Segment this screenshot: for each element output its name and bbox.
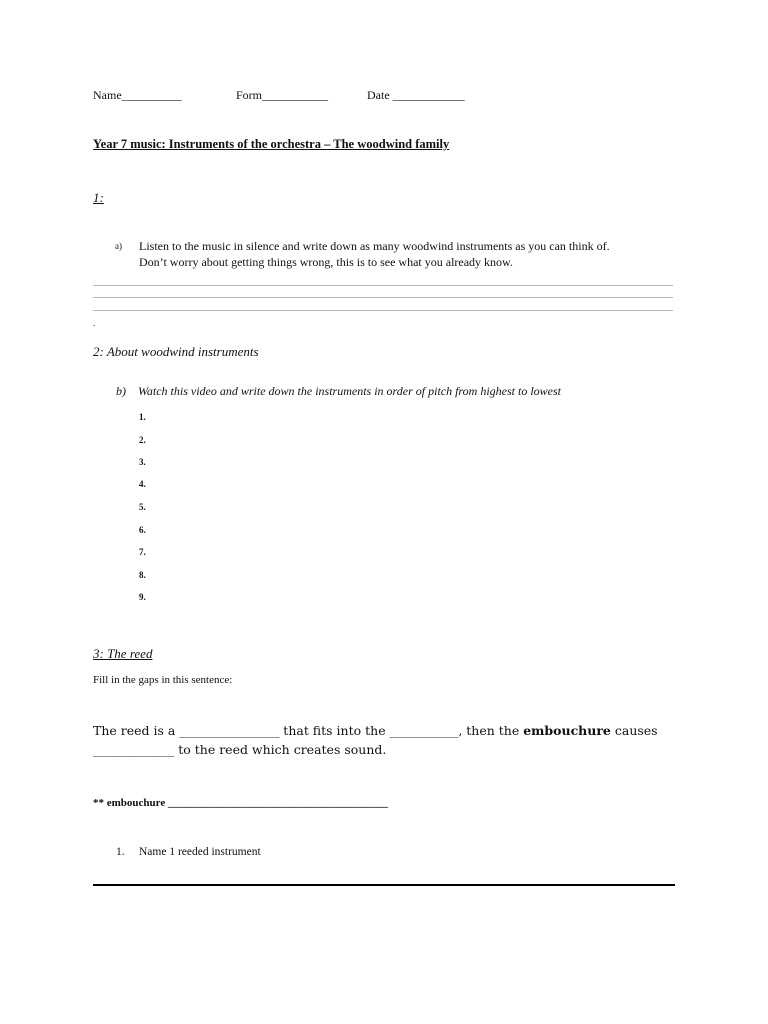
pitch-list-number: 6. (139, 525, 146, 535)
pitch-list-number: 7. (139, 547, 146, 557)
item-a-text (139, 238, 679, 270)
name-field-label: Name__________ (93, 88, 182, 102)
answer-line-2 (93, 297, 673, 298)
section-2-heading: 2: About woodwind instruments (93, 344, 259, 359)
sentence-part-1: The reed is a ________________ that fits into the ___________, then the (93, 723, 524, 738)
pitch-list-number: 5. (139, 502, 146, 512)
pitch-list-number: 2. (139, 435, 146, 445)
date-field-label: Date ____________ (367, 88, 465, 102)
item-a-text-line-1: Listen to the music in silence and write down as many woodwind instruments as you can think of. (139, 239, 610, 253)
fill-gaps-sentence (93, 721, 683, 759)
question-1-text: Name 1 reeded instrument (139, 846, 261, 858)
question-1 (116, 846, 261, 858)
section-3-heading: 3: The reed (93, 646, 153, 661)
pitch-list-number: 4. (139, 479, 146, 489)
question-1-marker: 1. (116, 846, 125, 858)
section-1-heading: 1: (93, 190, 104, 205)
worksheet-title: Year 7 music: Instruments of the orchestra – The woodwind family (93, 137, 450, 151)
pitch-list-number: 3. (139, 457, 146, 467)
fill-gaps-instruction: Fill in the gaps in this sentence: (93, 674, 233, 686)
answer-line-bottom (93, 884, 675, 886)
form-field-label: Form___________ (236, 88, 329, 102)
pitch-list-number: 9. (139, 592, 146, 602)
item-a-text-line-2: Don’t worry about getting things wrong, this is to see what you already know. (139, 255, 513, 269)
pitch-list-number: 8. (139, 570, 146, 580)
pitch-list-number: 1. (139, 412, 146, 422)
embouchure-definition-line: ** embouchure ________________________________________ (93, 797, 388, 809)
sentence-part-2: causes _____________ to the reed which creates sound. (93, 723, 658, 757)
answer-line-3 (93, 310, 673, 311)
answer-line-1 (93, 285, 673, 286)
item-a-marker: a) (115, 241, 122, 251)
item-b-text: Watch this video and write down the instruments in order of pitch from highest to lowest (138, 384, 561, 398)
trailing-mark: . (93, 318, 96, 328)
item-b (116, 384, 561, 399)
item-b-marker: b) (116, 384, 126, 398)
sentence-bold-term: embouchure (523, 723, 611, 738)
